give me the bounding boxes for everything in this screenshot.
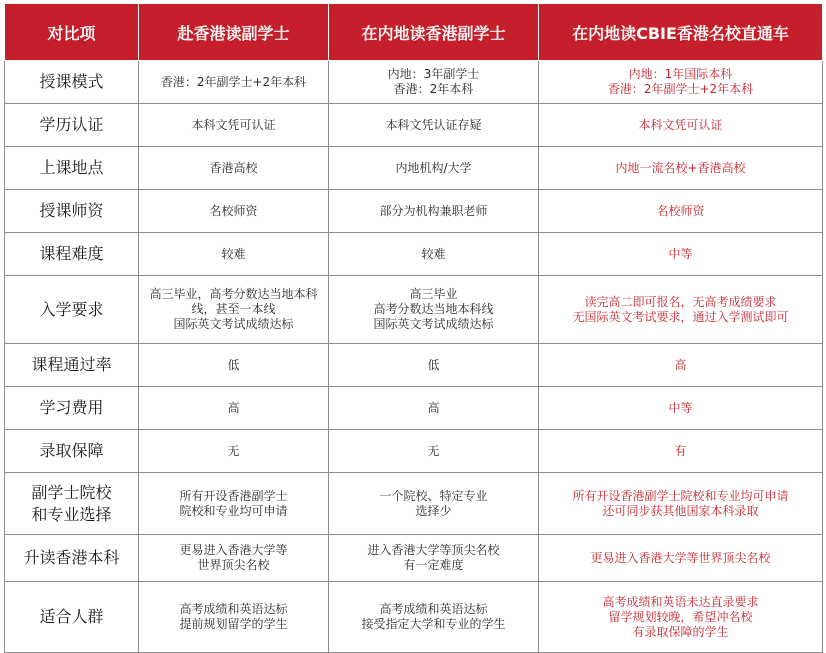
cell-hk: 高 <box>139 387 329 430</box>
cell-cbie: 内地：1年国际本科 香港：2年副学士+2年本科 <box>539 61 823 104</box>
cell-mainland: 高考成绩和英语达标 接受指定大学和专业的学生 <box>329 582 539 653</box>
table-row <box>5 276 823 344</box>
row-label: 入学要求 <box>5 276 139 344</box>
cell-hk: 无 <box>139 430 329 473</box>
cell-hk: 名校师资 <box>139 190 329 233</box>
row-label: 学习费用 <box>5 387 139 430</box>
cell-cbie: 内地一流名校+香港高校 <box>539 147 823 190</box>
row-label: 升读香港本科 <box>5 535 139 582</box>
cell-mainland: 内地：3年副学士 香港：2年本科 <box>329 61 539 104</box>
table-row <box>5 535 823 582</box>
row-label: 学历认证 <box>5 104 139 147</box>
table-row <box>5 473 823 535</box>
cell-hk: 高三毕业，高考分数达当地本科线，甚至一本线 国际英文考试成绩达标 <box>139 276 329 344</box>
row-label: 适合人群 <box>5 582 139 653</box>
cell-mainland: 一个院校、特定专业 选择少 <box>329 473 539 535</box>
comparison-table <box>4 3 823 653</box>
table-row <box>5 147 823 190</box>
table-row <box>5 233 823 276</box>
header-compare-item: 对比项 <box>5 4 139 61</box>
row-label: 授课模式 <box>5 61 139 104</box>
cell-cbie: 所有开设香港副学士院校和专业均可申请 还可同步获其他国家本科录取 <box>539 473 823 535</box>
cell-cbie: 名校师资 <box>539 190 823 233</box>
cell-mainland: 内地机构/大学 <box>329 147 539 190</box>
cell-hk: 较难 <box>139 233 329 276</box>
cell-hk: 本科文凭可认证 <box>139 104 329 147</box>
table-row <box>5 61 823 104</box>
table-row <box>5 190 823 233</box>
cell-cbie: 本科文凭可认证 <box>539 104 823 147</box>
table-row <box>5 387 823 430</box>
cell-mainland: 进入香港大学等顶尖名校 有一定难度 <box>329 535 539 582</box>
cell-mainland: 无 <box>329 430 539 473</box>
cell-cbie: 高考成绩和英语未达直录要求 留学规划较晚，希望冲名校 有录取保障的学生 <box>539 582 823 653</box>
header-study-in-hk: 赴香港读副学士 <box>139 4 329 61</box>
cell-hk: 低 <box>139 344 329 387</box>
table-row <box>5 104 823 147</box>
row-label: 上课地点 <box>5 147 139 190</box>
cell-hk: 香港：2年副学士+2年本科 <box>139 61 329 104</box>
cell-mainland: 低 <box>329 344 539 387</box>
row-label: 录取保障 <box>5 430 139 473</box>
table-row <box>5 344 823 387</box>
row-label: 课程通过率 <box>5 344 139 387</box>
cell-cbie: 读完高二即可报名，无高考成绩要求 无国际英文考试要求，通过入学测试即可 <box>539 276 823 344</box>
header-study-mainland: 在内地读香港副学士 <box>329 4 539 61</box>
cell-hk: 香港高校 <box>139 147 329 190</box>
cell-hk: 高考成绩和英语达标 提前规划留学的学生 <box>139 582 329 653</box>
header-cbie-program: 在内地读CBIE香港名校直通车 <box>539 4 823 61</box>
cell-mainland: 较难 <box>329 233 539 276</box>
cell-cbie: 有 <box>539 430 823 473</box>
row-label: 授课师资 <box>5 190 139 233</box>
header-row <box>5 4 823 61</box>
comparison-table-container <box>4 3 822 643</box>
table-row <box>5 430 823 473</box>
cell-hk: 更易进入香港大学等 世界顶尖名校 <box>139 535 329 582</box>
row-label: 副学士院校 和专业选择 <box>5 473 139 535</box>
cell-mainland: 高 <box>329 387 539 430</box>
cell-mainland: 本科文凭认证存疑 <box>329 104 539 147</box>
cell-hk: 所有开设香港副学士 院校和专业均可申请 <box>139 473 329 535</box>
cell-cbie: 中等 <box>539 387 823 430</box>
cell-mainland: 高三毕业 高考分数达当地本科线 国际英文考试成绩达标 <box>329 276 539 344</box>
cell-cbie: 更易进入香港大学等世界顶尖名校 <box>539 535 823 582</box>
table-row <box>5 582 823 653</box>
cell-cbie: 高 <box>539 344 823 387</box>
cell-cbie: 中等 <box>539 233 823 276</box>
row-label: 课程难度 <box>5 233 139 276</box>
cell-mainland: 部分为机构兼职老师 <box>329 190 539 233</box>
